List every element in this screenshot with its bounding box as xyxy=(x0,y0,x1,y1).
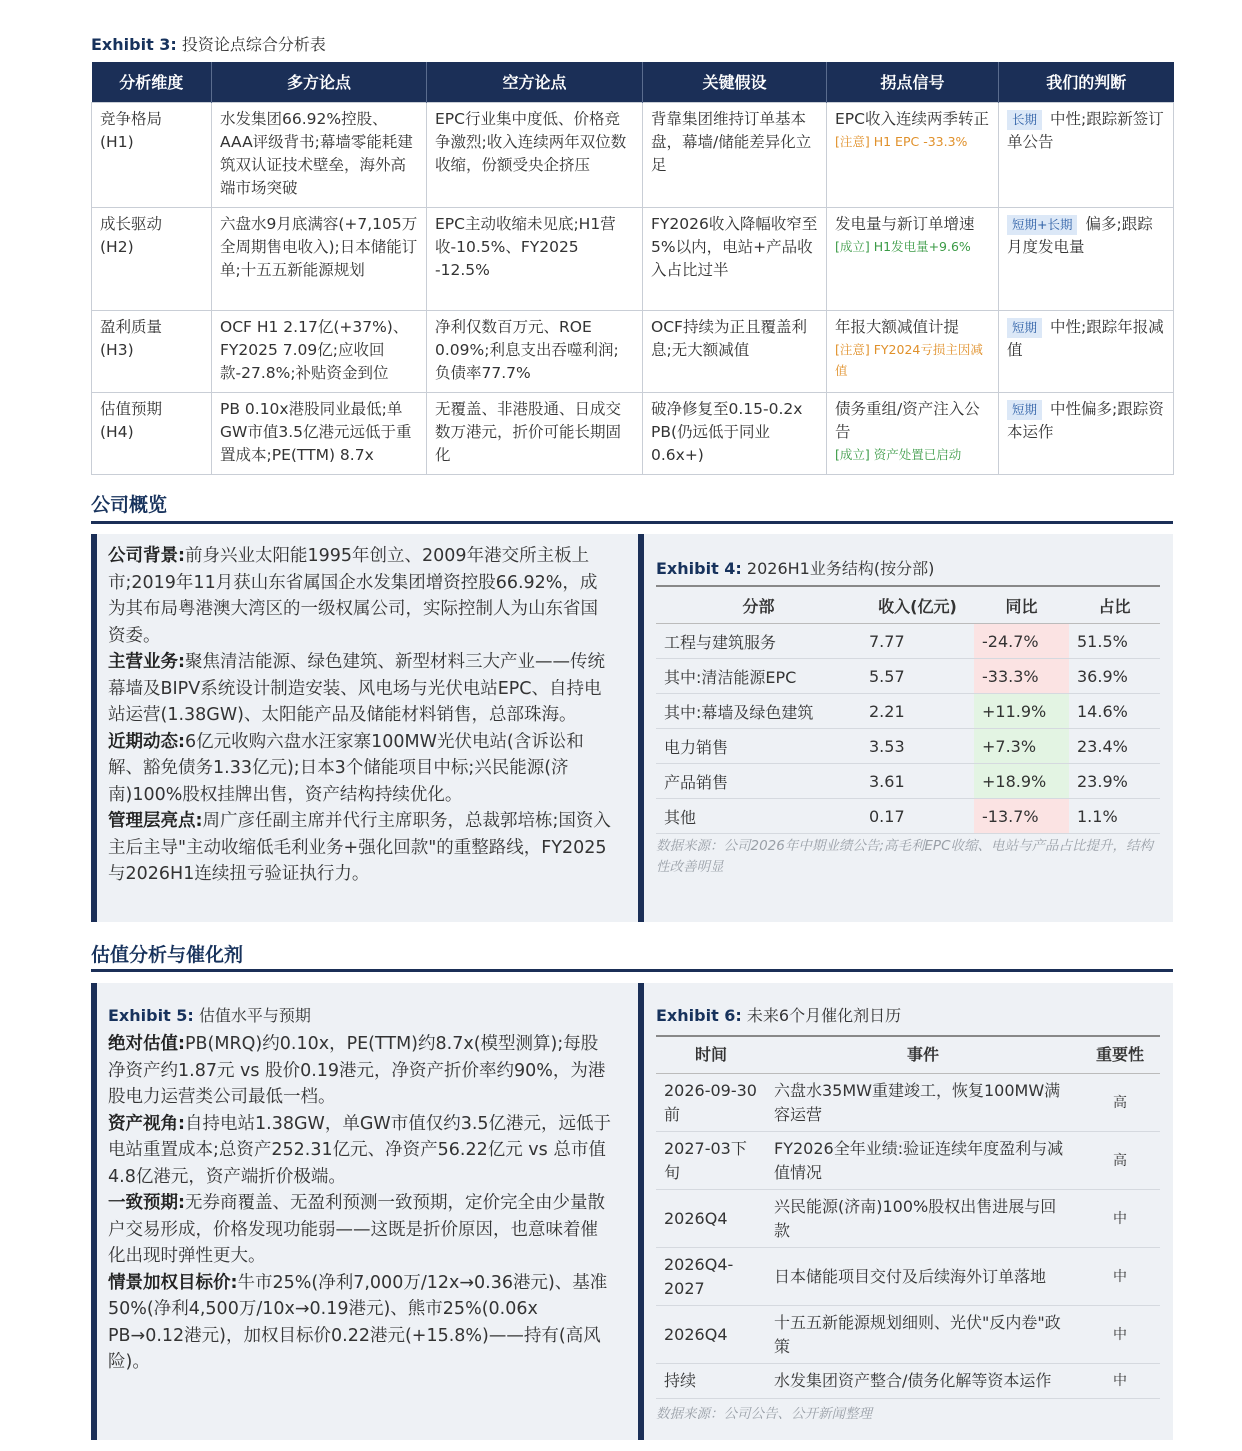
signal-cell xyxy=(827,393,999,475)
panel-accent-bar xyxy=(91,534,97,922)
exhibit3-label-bold: Exhibit 3: xyxy=(91,35,177,54)
exhibit4-label xyxy=(656,556,934,579)
exhibit5-label-text: 估值水平与预期 xyxy=(198,1006,311,1025)
yoy-cell: +7.3% xyxy=(974,729,1069,764)
overview-paragraph xyxy=(108,808,613,888)
table-row xyxy=(656,1248,1160,1306)
paragraph-body: 6亿元收购六盘水汪家寨100MW光伏电站(含诉讼和解、豁免债务1.33亿元);日本3个储能项目中标;兴民能源(济南)100%股权挂牌出售，资产结构持续优化。 xyxy=(108,731,584,805)
judgment-text: 中性;跟踪年报减值 xyxy=(1007,318,1164,359)
horizon-badge: 短期 xyxy=(1007,318,1042,338)
judgment-cell xyxy=(999,393,1174,475)
table-row xyxy=(656,1132,1160,1190)
horizon-badge: 长期 xyxy=(1007,110,1042,130)
share-cell: 23.4% xyxy=(1069,729,1160,764)
judgment-text: 偏多;跟踪月度发电量 xyxy=(1007,215,1153,256)
importance-cell: 高 xyxy=(1080,1074,1160,1132)
judgment-text: 中性偏多;跟踪资本运作 xyxy=(1007,400,1164,441)
valuation-paragraph xyxy=(108,1031,613,1111)
dimension-cell: 盈利质量 (H3) xyxy=(92,311,212,393)
table-header-row xyxy=(656,586,1160,624)
table-row xyxy=(656,694,1160,729)
table-row xyxy=(656,729,1160,764)
event-cell: 兴民能源(济南)100%股权出售进展与回款 xyxy=(766,1190,1080,1248)
header-importance: 重要性 xyxy=(1080,1036,1160,1074)
catalyst-calendar-table xyxy=(656,1035,1160,1399)
bear-cell: 净利仅数百万元、ROE 0.09%;利息支出吞噬利润;负债率77.7% xyxy=(427,311,643,393)
event-cell: 六盘水35MW重建竣工，恢复100MW满容运营 xyxy=(766,1074,1080,1132)
table-row xyxy=(656,799,1160,834)
assumption-cell: 背靠集团维持订单基本盘，幕墙/储能差异化立足 xyxy=(643,103,827,208)
dimension-cell: 竞争格局 (H1) xyxy=(92,103,212,208)
event-cell: 日本储能项目交付及后续海外订单落地 xyxy=(766,1248,1080,1306)
header-signal: 拐点信号 xyxy=(827,62,999,103)
judgment-text: 中性;跟踪新签订单公告 xyxy=(1007,110,1164,151)
header-assumption: 关键假设 xyxy=(643,62,827,103)
overview-paragraph xyxy=(108,649,613,729)
judgment-cell xyxy=(999,311,1174,393)
paragraph-head: 一致预期: xyxy=(108,1193,185,1213)
yoy-cell: -13.7% xyxy=(974,799,1069,834)
share-cell: 23.9% xyxy=(1069,764,1160,799)
panel-accent-bar xyxy=(91,983,97,1440)
overview-paragraph xyxy=(108,543,613,649)
horizon-badge: 短期 xyxy=(1007,400,1042,420)
header-dimension: 分析维度 xyxy=(92,62,212,103)
table-row xyxy=(92,208,1174,311)
time-cell: 2026-09-30前 xyxy=(656,1074,766,1132)
share-cell: 36.9% xyxy=(1069,659,1160,694)
importance-cell: 中 xyxy=(1080,1190,1160,1248)
table-row xyxy=(656,1306,1160,1364)
section-divider xyxy=(91,969,1173,972)
signal-note: [成立] H1发电量+9.6% xyxy=(835,239,971,254)
paragraph-body: 聚焦清洁能源、绿色建筑、新型材料三大产业——传统幕墙及BIPV系统设计制造安装、风电场与光伏电站EPC、自持电站运营(1.38GW)、太阳能产品及储能材料销售，总部珠海。 xyxy=(108,652,605,725)
assumption-cell: 破净修复至0.15-0.2x PB(仍远低于同业0.6x+) xyxy=(643,393,827,475)
table-row xyxy=(656,624,1160,659)
event-cell: 水发集团资产整合/债务化解等资本运作 xyxy=(766,1364,1080,1399)
exhibit4-label-text: 2026H1业务结构(按分部) xyxy=(746,559,935,578)
paragraph-head: 近期动态: xyxy=(108,731,185,752)
revenue-cell: 3.61 xyxy=(861,764,974,799)
paragraph-body: 牛市25%(净利7,000万/12x→0.36港元)、基准50%(净利4,500万/10x→0.19港元)、熊市25%(0.06x PB→0.12港元)，加权目标价0.22港元(+15.8%)——持有(高风险)。 xyxy=(108,1272,608,1372)
header-bear: 空方论点 xyxy=(427,62,643,103)
exhibit5-label xyxy=(108,1003,311,1026)
signal-note: [成立] 资产处置已启动 xyxy=(835,447,962,462)
table-row xyxy=(656,1364,1160,1399)
importance-cell: 中 xyxy=(1080,1306,1160,1364)
yoy-cell: +18.9% xyxy=(974,764,1069,799)
signal-cell xyxy=(827,103,999,208)
header-segment: 分部 xyxy=(656,586,861,624)
segment-cell: 其中:幕墙及绿色建筑 xyxy=(656,694,861,729)
header-revenue: 收入(亿元) xyxy=(861,586,974,624)
header-time: 时间 xyxy=(656,1036,766,1074)
exhibit3-label xyxy=(91,32,326,55)
bull-cell: 水发集团66.92%控股、AAA评级背书;幕墙零能耗建筑双认证技术壁垒，海外高端市场突破 xyxy=(212,103,427,208)
bull-cell: PB 0.10x港股同业最低;单GW市值3.5亿港元远低于重置成本;PE(TTM) 8.7x xyxy=(212,393,427,475)
paragraph-head: 管理层亮点: xyxy=(108,811,203,831)
table-row xyxy=(656,659,1160,694)
exhibit6-source: 数据来源：公司公告、公开新闻整理 xyxy=(656,1406,872,1422)
event-cell: FY2026全年业绩:验证连续年度盈利与减值情况 xyxy=(766,1132,1080,1190)
yoy-cell: -33.3% xyxy=(974,659,1069,694)
signal-note: [注意] FY2024亏损主因减值 xyxy=(835,342,983,378)
valuation-paragraph xyxy=(108,1190,613,1270)
valuation-text xyxy=(108,1031,613,1376)
table-row xyxy=(656,1074,1160,1132)
yoy-cell: -24.7% xyxy=(974,624,1069,659)
assumption-cell: FY2026收入降幅收窄至5%以内，电站+产品收入占比过半 xyxy=(643,208,827,311)
segment-cell: 其中:清洁能源EPC xyxy=(656,659,861,694)
segment-cell: 产品销售 xyxy=(656,764,861,799)
paragraph-head: 资产视角: xyxy=(108,1113,185,1134)
paragraph-body: 自持电站1.38GW，单GW市值仅约3.5亿港元，远低于电站重置成本;总资产252.31亿元、净资产56.22亿元 vs 总市值4.8亿港元，资产端折价极端。 xyxy=(108,1113,612,1187)
paragraph-head: 主营业务: xyxy=(108,652,185,672)
valuation-paragraph xyxy=(108,1270,613,1376)
investment-thesis-table xyxy=(91,62,1174,475)
horizon-badge: 短期+长期 xyxy=(1007,215,1077,235)
importance-cell: 中 xyxy=(1080,1364,1160,1399)
revenue-cell: 5.57 xyxy=(861,659,974,694)
company-overview-text xyxy=(108,543,613,888)
importance-cell: 高 xyxy=(1080,1132,1160,1190)
revenue-cell: 7.77 xyxy=(861,624,974,659)
dimension-cell: 估值预期 (H4) xyxy=(92,393,212,475)
segment-cell: 工程与建筑服务 xyxy=(656,624,861,659)
exhibit3-label-text: 投资论点综合分析表 xyxy=(181,35,326,54)
table-row xyxy=(92,393,1174,475)
bull-cell: 六盘水9月底满容(+7,105万全周期售电收入);日本储能订单;十五五新能源规划 xyxy=(212,208,427,311)
table-row xyxy=(656,1190,1160,1248)
exhibit6-label-text: 未来6个月催化剂日历 xyxy=(746,1006,902,1025)
table-row xyxy=(656,764,1160,799)
assumption-cell: OCF持续为正且覆盖利息;无大额减值 xyxy=(643,311,827,393)
header-share: 占比 xyxy=(1069,586,1160,624)
importance-cell: 中 xyxy=(1080,1248,1160,1306)
revenue-cell: 2.21 xyxy=(861,694,974,729)
dimension-cell: 成长驱动 (H2) xyxy=(92,208,212,311)
paragraph-head: 绝对估值: xyxy=(108,1034,185,1054)
paragraph-head: 公司背景: xyxy=(108,546,185,566)
header-judgment: 我们的判断 xyxy=(999,62,1174,103)
header-bull: 多方论点 xyxy=(212,62,427,103)
signal-text: 年报大额减值计提 xyxy=(835,318,960,336)
signal-note: [注意] H1 EPC -33.3% xyxy=(835,134,968,149)
exhibit5-label-bold: Exhibit 5: xyxy=(108,1006,194,1025)
table-header-row xyxy=(656,1036,1160,1074)
table-row xyxy=(92,311,1174,393)
yoy-cell: +11.9% xyxy=(974,694,1069,729)
company-overview-title: 公司概览 xyxy=(91,494,168,516)
time-cell: 2026Q4-2027 xyxy=(656,1248,766,1306)
time-cell: 2027-03下旬 xyxy=(656,1132,766,1190)
paragraph-body: PB(MRQ)约0.10x，PE(TTM)约8.7x(模型测算);每股净资产约1.87元 vs 股价0.19港元，净资产折价率约90%，为港股电力运营类公司最低一档。 xyxy=(108,1034,606,1107)
share-cell: 51.5% xyxy=(1069,624,1160,659)
header-yoy: 同比 xyxy=(974,586,1069,624)
paragraph-body: 周广彦任副主席并代行主席职务，总裁郭培栋;国资入主后主导"主动收缩低毛利业务+强化回款"的重整路线，FY2025与2026H1连续扭亏验证执行力。 xyxy=(108,811,611,884)
time-cell: 2026Q4 xyxy=(656,1190,766,1248)
exhibit6-label xyxy=(656,1003,901,1026)
judgment-cell xyxy=(999,208,1174,311)
signal-cell xyxy=(827,208,999,311)
exhibit4-source: 数据来源：公司2026年中期业绩公告;高毛利EPC收缩、电站与产品占比提升，结构性改善明显 xyxy=(656,838,1154,875)
segment-cell: 其他 xyxy=(656,799,861,834)
bear-cell: EPC行业集中度低、价格竞争激烈;收入连续两年双位数收缩，份额受央企挤压 xyxy=(427,103,643,208)
share-cell: 1.1% xyxy=(1069,799,1160,834)
event-cell: 十五五新能源规划细则、光伏"反内卷"政策 xyxy=(766,1306,1080,1364)
judgment-cell xyxy=(999,103,1174,208)
header-event: 事件 xyxy=(766,1036,1080,1074)
table-header-row xyxy=(92,62,1174,103)
business-structure-table xyxy=(656,585,1160,834)
revenue-cell: 0.17 xyxy=(861,799,974,834)
bull-cell: OCF H1 2.17亿(+37%)、FY2025 7.09亿;应收回款-27.8%;补贴资金到位 xyxy=(212,311,427,393)
overview-paragraph xyxy=(108,729,613,809)
exhibit6-label-bold: Exhibit 6: xyxy=(656,1006,742,1025)
signal-cell xyxy=(827,311,999,393)
valuation-paragraph xyxy=(108,1111,613,1191)
exhibit4-label-bold: Exhibit 4: xyxy=(656,559,742,578)
paragraph-body: 无券商覆盖、无盈利预测一致预期，定价完全由少量散户交易形成，价格发现功能弱——这既是折价原因，也意味着催化出现时弹性更大。 xyxy=(108,1193,605,1266)
valuation-title: 估值分析与催化剂 xyxy=(91,944,244,966)
section-divider xyxy=(91,521,1173,524)
share-cell: 14.6% xyxy=(1069,694,1160,729)
paragraph-body: 前身兴业太阳能1995年创立、2009年港交所主板上市;2019年11月获山东省属国企水发集团增资控股66.92%，成为其布局粤港澳大湾区的一级权属公司，实际控制人为山东省国资委。 xyxy=(108,546,598,646)
signal-text: 发电量与新订单增速 xyxy=(835,215,975,233)
bear-cell: 无覆盖、非港股通、日成交数万港元，折价可能长期固化 xyxy=(427,393,643,475)
time-cell: 2026Q4 xyxy=(656,1306,766,1364)
time-cell: 持续 xyxy=(656,1364,766,1399)
table-row xyxy=(92,103,1174,208)
signal-text: 债务重组/资产注入公告 xyxy=(835,400,980,441)
paragraph-head: 情景加权目标价: xyxy=(108,1272,238,1293)
segment-cell: 电力销售 xyxy=(656,729,861,764)
signal-text: EPC收入连续两季转正 xyxy=(835,110,989,128)
revenue-cell: 3.53 xyxy=(861,729,974,764)
bear-cell: EPC主动收缩未见底;H1营收-10.5%、FY2025 -12.5% xyxy=(427,208,643,311)
